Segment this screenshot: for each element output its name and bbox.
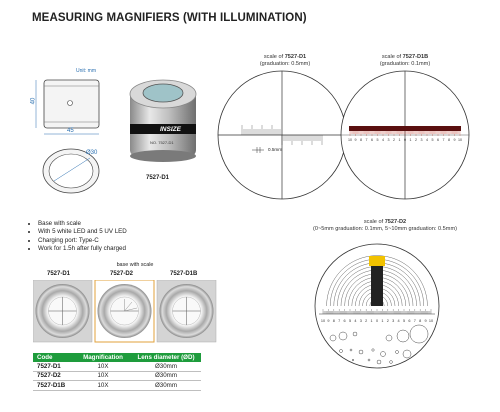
scale-number: 3 — [359, 319, 362, 323]
spec-table — [33, 353, 201, 391]
scale-number: 2 — [386, 319, 389, 323]
scale-number: 7 — [338, 319, 341, 323]
variant-label-d1b: 7527-D1B — [170, 271, 198, 277]
scale-number: 6 — [408, 319, 411, 323]
scale-d1-graduation: (graduation: 0.5mm) — [259, 61, 311, 67]
scale-d2-graduation: (0~5mm graduation: 0.1mm, 5~10mm graduation: 0.5mm) — [313, 226, 457, 232]
table-cell-diameter: Ø30mm — [131, 362, 201, 371]
scale-number: 10 — [458, 138, 462, 142]
table-cell-magnification: 10X — [75, 381, 131, 391]
scale-d1-title: scale of 7527-D1 — [263, 54, 307, 60]
scale-number: 4 — [397, 319, 400, 323]
scale-number: 10 — [348, 138, 352, 142]
table-row — [33, 371, 201, 381]
scale-number: 8 — [419, 319, 422, 323]
scale-number: 2 — [415, 138, 417, 142]
scale-number: 8 — [448, 138, 450, 142]
scale-number: 4 — [382, 138, 384, 142]
table-cell-code: 7527-D1B — [33, 381, 75, 391]
engraving-text: NO. 7527-D1 — [150, 140, 174, 145]
scale-number: 3 — [392, 319, 395, 323]
feature-item: • Charging port: Type-C — [38, 237, 127, 245]
table-row — [33, 381, 201, 391]
scale-d1-marker: 0.5mm — [268, 147, 283, 152]
scale-number: 5 — [402, 319, 406, 323]
table-cell-code: 7527-D1 — [33, 362, 75, 371]
feature-item: • Work for 1.5h after fully charged — [38, 245, 127, 253]
scale-number: 5 — [348, 319, 352, 323]
scale-d1b-reticle — [339, 69, 471, 201]
scale-number: 9 — [327, 319, 330, 323]
table-row — [33, 362, 201, 371]
header-code: Code — [33, 353, 75, 362]
unit-label: Unit: mm — [76, 68, 96, 74]
scale-number: 4 — [426, 138, 428, 142]
base-photos — [33, 280, 217, 344]
scale-number: 8 — [332, 319, 335, 323]
scale-number: 10 — [320, 319, 326, 323]
table-cell-magnification: 10X — [75, 371, 131, 381]
scale-d1b-title: scale of 7527-D1B — [381, 54, 429, 60]
scale-number: 10 — [428, 319, 434, 323]
product-caption: 7527-D1 — [146, 175, 170, 181]
magnifier-photo — [118, 72, 208, 168]
scale-number: 1 — [409, 138, 412, 142]
scale-number: 7 — [442, 138, 445, 142]
scale-number: 3 — [387, 138, 390, 142]
scale-number: 6 — [371, 138, 373, 142]
scale-number: 1 — [398, 138, 401, 142]
base-caption: base with scale — [116, 262, 154, 268]
scale-number: 1 — [370, 319, 373, 323]
width-dimension: 45 — [67, 128, 74, 134]
feature-item: • With 5 white LED and 5 UV LED — [38, 228, 127, 236]
scale-number: 9 — [354, 138, 357, 142]
feature-list — [30, 220, 127, 253]
scale-number: 2 — [365, 319, 368, 323]
table-cell-diameter: Ø30mm — [131, 381, 201, 391]
diameter-dimension: Ø30 — [86, 150, 98, 156]
scale-d1-reticle — [216, 69, 348, 201]
height-dimension: 40 — [30, 97, 37, 105]
scale-number: 9 — [424, 319, 427, 323]
scale-number: 8 — [360, 138, 362, 142]
variant-label-d1: 7527-D1 — [47, 271, 71, 277]
scale-number: 5 — [431, 138, 434, 142]
scale-number: 6 — [343, 319, 346, 323]
variant-label-d2: 7527-D2 — [110, 271, 134, 277]
brand-logo: INSIZE — [160, 126, 181, 133]
scale-number: 7 — [413, 319, 416, 323]
scale-number: 3 — [420, 138, 423, 142]
table-cell-diameter: Ø30mm — [131, 371, 201, 381]
scale-number: 7 — [365, 138, 368, 142]
scale-number: 2 — [393, 138, 395, 142]
scale-number: 6 — [437, 138, 439, 142]
scale-number: 9 — [453, 138, 456, 142]
header-lens-diameter: Lens diameter (ØD) — [131, 353, 201, 362]
table-cell-magnification: 10X — [75, 362, 131, 371]
scale-number: 0 — [404, 138, 406, 142]
scale-number: 0 — [375, 319, 379, 323]
table-cell-code: 7527-D2 — [33, 371, 75, 381]
scale-d2-title: scale of 7527-D2 — [363, 219, 407, 225]
page-title: MEASURING MAGNIFIERS (WITH ILLUMINATION) — [32, 12, 307, 24]
scale-d1b-graduation: (graduation: 0.1mm) — [379, 61, 431, 67]
scale-d2-reticle — [311, 236, 443, 386]
scale-number: 1 — [381, 319, 384, 323]
scale-number: 5 — [376, 138, 379, 142]
feature-item: • Base with scale — [38, 220, 127, 228]
scale-number: 4 — [354, 319, 357, 323]
header-magnification: Magnification — [75, 353, 131, 362]
table-header-row — [33, 353, 201, 362]
